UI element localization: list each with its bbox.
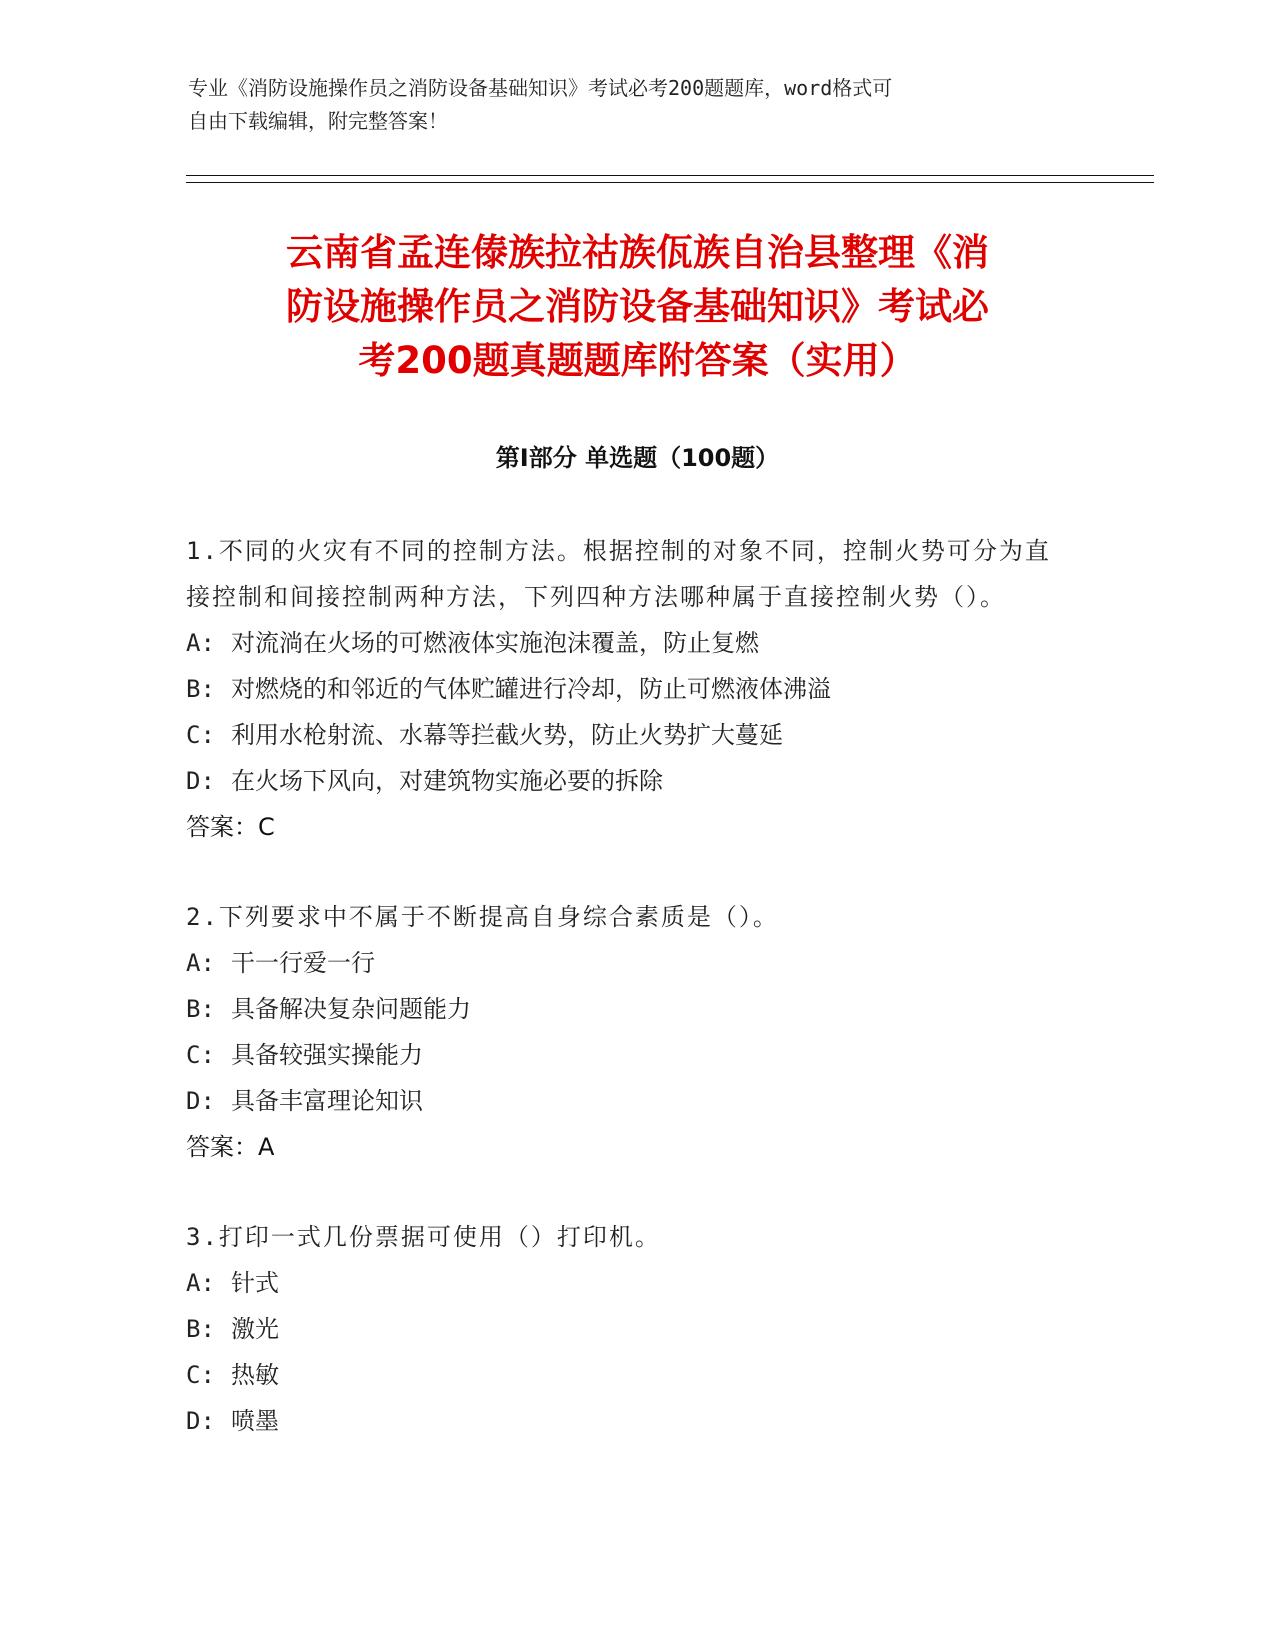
header-divider-bottom [186, 182, 1154, 183]
section-title: 第Ⅰ部分 单选题（100题） [495, 444, 780, 472]
option-letter: A: [186, 629, 215, 657]
option-d [186, 1398, 1071, 1444]
option-letter: D: [186, 767, 215, 795]
option-c [186, 712, 1071, 758]
question-2 [186, 894, 1071, 1170]
question-text: 2.下列要求中不属于不断提高自身综合素质是（）。 [186, 903, 779, 931]
option-text: 干一行爱一行 [231, 949, 375, 977]
title-line-3: 考200题真题题库附答案（实用） [358, 339, 917, 382]
answer-line: 答案：C [186, 813, 275, 841]
question-list [186, 528, 1071, 1488]
option-a [186, 1260, 1071, 1306]
option-text: 激光 [231, 1315, 279, 1343]
answer-line: 答案：A [186, 1133, 275, 1161]
option-letter: B: [186, 675, 215, 703]
option-text: 在火场下风向，对建筑物实施必要的拆除 [231, 767, 663, 795]
title-line-2: 防设施操作员之消防设备基础知识》考试必 [286, 285, 989, 328]
option-b [186, 666, 1071, 712]
option-text: 具备较强实操能力 [231, 1041, 423, 1069]
option-text: 喷墨 [231, 1407, 279, 1435]
option-d [186, 1078, 1071, 1124]
document-title [190, 226, 1085, 388]
option-letter: A: [186, 1269, 215, 1297]
option-text: 对燃烧的和邻近的气体贮罐进行冷却，防止可燃液体沸溢 [231, 675, 831, 703]
option-letter: C: [186, 1361, 215, 1389]
option-c [186, 1032, 1071, 1078]
option-letter: B: [186, 995, 215, 1023]
option-text: 具备解决复杂问题能力 [231, 995, 471, 1023]
option-a [186, 620, 1071, 666]
option-letter: A: [186, 949, 215, 977]
question-text: 3.打印一式几份票据可使用（）打印机。 [186, 1223, 661, 1251]
option-letter: C: [186, 721, 215, 749]
question-1 [186, 528, 1071, 850]
option-text: 对流淌在火场的可燃液体实施泡沫覆盖，防止复燃 [231, 629, 759, 657]
option-text: 具备丰富理论知识 [231, 1087, 423, 1115]
option-d [186, 758, 1071, 804]
option-text: 利用水枪射流、水幕等拦截火势，防止火势扩大蔓延 [231, 721, 783, 749]
option-b [186, 1306, 1071, 1352]
option-letter: D: [186, 1087, 215, 1115]
option-letter: D: [186, 1407, 215, 1435]
question-3 [186, 1214, 1071, 1444]
option-b [186, 986, 1071, 1032]
option-a [186, 940, 1071, 986]
document-header [188, 72, 1068, 138]
header-line-1: 专业《消防设施操作员之消防设备基础知识》考试必考200题题库，word格式可 [188, 76, 893, 100]
option-text: 热敏 [231, 1361, 279, 1389]
option-text: 针式 [231, 1269, 279, 1297]
header-line-2: 自由下载编辑，附完整答案！ [188, 109, 448, 133]
option-letter: C: [186, 1041, 215, 1069]
title-line-1: 云南省孟连傣族拉祜族佤族自治县整理《消 [286, 231, 989, 274]
question-text: 1.不同的火灾有不同的控制方法。根据控制的对象不同，控制火势可分为直接控制和间接控制两种方法，下列四种方法哪种属于直接控制火势（）。 [186, 537, 1051, 611]
option-letter: B: [186, 1315, 215, 1343]
option-c [186, 1352, 1071, 1398]
header-divider-top [186, 175, 1154, 176]
